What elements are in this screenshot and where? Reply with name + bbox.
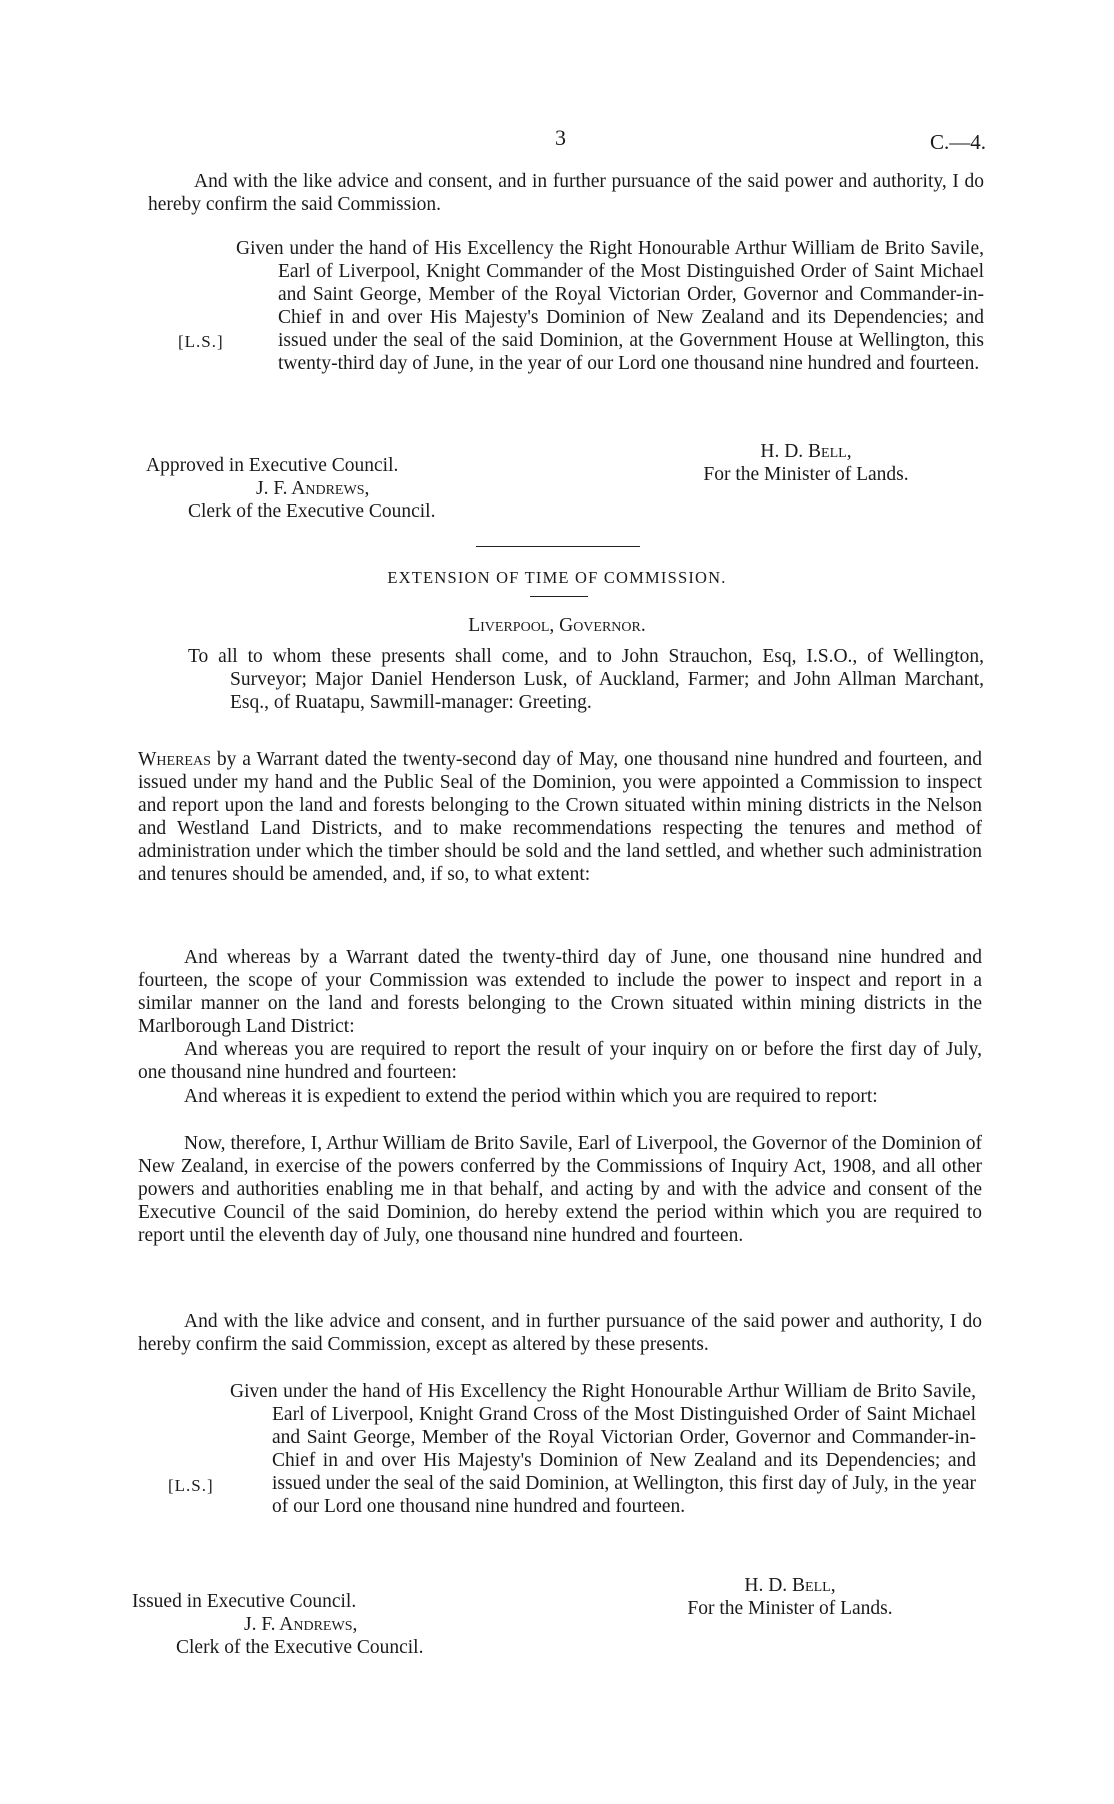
whereas-paragraph-1: Whereas by a Warrant dated the twenty-second day of May, one thousand nine hundred and fourteen, and issued under my hand and the Public Seal of the Dominion, you were appointed a Commission to inspect and report upon the land and forests belonging to the Crown situated within mining districts in the Nelson and Westland Land Districts, and to make recommendations respecting the tenures and method of administration under which the timber should be sold and the land settled, and whether such administration and tenures should be amended, and, if so, to what extent: <box>138 749 982 885</box>
address-paragraph: To all to whom these presents shall come, and to John Strauchon, Esq, I.S.O., of Wellington, Surveyor; Major Daniel Henderson Lusk, of Auckland, Farmer; and John Allman Marchant, Esq., of Ruatapu, Sawmill-manager: Greeting. <box>188 646 984 713</box>
section-divider <box>476 546 640 547</box>
seal-mark-1: [L.S.] <box>178 332 224 351</box>
given-paragraph-2: Given under the hand of His Excellency the Right Honourable Arthur William de Brito Savile, Earl of Liverpool, Knight Grand Cross of the Most Distinguished Order of Saint Michael and Saint George, Member of the Royal Victorian Order, Governor and Commander-in-Chief in and over His Majesty's Dominion of New Zealand and its Dependencies; and issued under the seal of the said Dominion, at Wellington, this first day of July, in the year of our Lord one thousand nine hundred and fourteen. <box>230 1381 976 1517</box>
clerk-name-2: J. F. Andrews, <box>244 1614 358 1635</box>
clerk-name-1: J. F. Andrews, <box>256 478 370 499</box>
confirm-paragraph-1: And with the like advice and consent, and in further pursuance of the said power and authority, I do hereby confirm the said Commission. <box>148 171 984 215</box>
given-paragraph-1: Given under the hand of His Excellency the Right Honourable Arthur William de Brito Savile, Earl of Liverpool, Knight Commander of the Most Distinguished Order of Saint Michael and Saint George, Member of the Royal Victorian Order, Governor and Commander-in-Chief in and over His Majesty's Dominion of New Zealand and its Dependencies; and issued under the seal of the said Dominion, at the Government House at Wellington, this twenty-third day of June, in the year of our Lord one thousand nine hundred and fourteen. <box>236 238 984 374</box>
address-block <box>188 645 984 714</box>
governor-line: Liverpool, Governor. <box>468 615 646 636</box>
signatory-title-2: For the Minister of Lands. <box>687 1598 893 1619</box>
section-title: EXTENSION OF TIME OF COMMISSION. <box>387 568 727 587</box>
confirm-paragraph-2: And with the like advice and consent, and in further pursuance of the said power and authority, I do hereby confirm the said Commission, except as altered by these presents. <box>138 1311 982 1355</box>
signatory-name-2: H. D. Bell, <box>744 1575 836 1596</box>
signatory-title-1: For the Minister of Lands. <box>703 464 909 485</box>
document-reference: C.—4. <box>930 130 987 154</box>
whereas-paragraph-3: And whereas you are required to report the result of your inquiry on or before the first day of July, one thousand nine hundred and fourteen: <box>138 1039 982 1083</box>
issued-line: Issued in Executive Council. <box>132 1591 357 1612</box>
clerk-title-2: Clerk of the Executive Council. <box>176 1637 424 1658</box>
given-block-1 <box>236 237 984 375</box>
approved-line: Approved in Executive Council. <box>146 455 399 476</box>
signatory-name-1: H. D. Bell, <box>760 441 852 462</box>
title-underline <box>530 596 588 597</box>
clerk-title-1: Clerk of the Executive Council. <box>188 501 436 522</box>
whereas-paragraph-4: And whereas it is expedient to extend the period within which you are required to report: <box>184 1086 878 1107</box>
now-therefore-paragraph: Now, therefore, I, Arthur William de Brito Savile, Earl of Liverpool, the Governor of the Dominion of New Zealand, in exercise of the powers conferred by the Commissions of Inquiry Act, 1908, and all other powers and authorities enabling me in that behalf, and acting by and with the advice and consent of the Executive Council of the said Dominion, do hereby extend the period within which you are required to report until the eleventh day of July, one thousand nine hundred and fourteen. <box>138 1133 982 1246</box>
whereas-paragraph-2: And whereas by a Warrant dated the twenty-third day of June, one thousand nine hundred and fourteen, the scope of your Commission was extended to include the power to inspect and report in a similar manner on the land and forests belonging to the Crown situated within mining districts in the Marlborough Land District: <box>138 947 982 1037</box>
seal-mark-2: [L.S.] <box>168 1476 214 1495</box>
given-block-2 <box>230 1380 976 1518</box>
page-number: 3 <box>555 125 566 150</box>
